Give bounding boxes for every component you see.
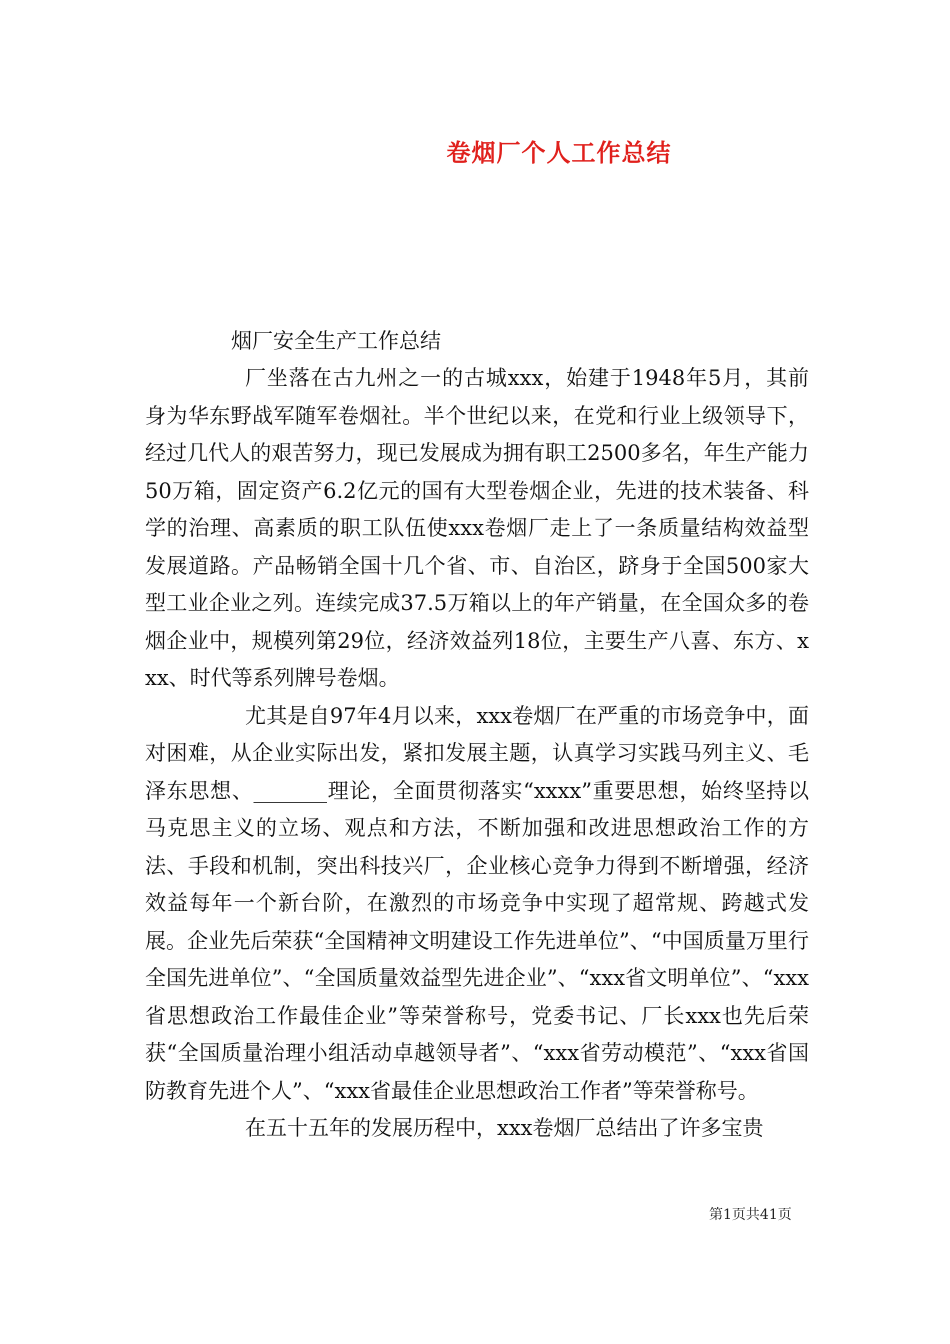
body-paragraph-1: 厂坐落在古九州之一的古城xxx，始建于1948年5月，其前身为华东野战军随军卷烟社。半个世纪以来，在党和行业上级领导下，经过几代人的艰苦努力，现已发展成为拥有职工2500多名，年生产能力50万箱，固定资产6.2亿元的国有大型卷烟企业，先进的技术装备、科学的治理、高素质的职工队伍使xxx卷烟厂走上了一条质量结构效益型发展道路。产品畅销全国十几个省、市、自治区，跻身于全国500家大型工业企业之列。连续完成37.5万箱以上的年产销量，在全国众多的卷烟企业中，规模列第29位，经济效益列18位，主要生产八喜、东方、xxx、时代等系列牌号卷烟。 bbox=[145, 366, 809, 690]
body-paragraph-3: 在五十五年的发展历程中，xxx卷烟厂总结出了许多宝贵 bbox=[245, 1116, 764, 1140]
page-number-footer: 第1页共41页 bbox=[709, 1207, 792, 1223]
document-body bbox=[145, 323, 809, 1148]
body-paragraph-2: 尤其是自97年4月以来，xxx卷烟厂在严重的市场竞争中，面对困难，从企业实际出发，紧扣发展主题，认真学习实践马列主义、毛泽东思想、_______理论，全面贯彻落实“xxxx”重要思想，始终坚持以马克思主义的立场、观点和方法，不断加强和改进思想政治工作的方法、手段和机制，突出科技兴厂，企业核心竞争力得到不断增强，经济效益每年一个新台阶，在激烈的市场竞争中实现了超常规、跨越式发展。企业先后荣获“全国精神文明建设工作先进单位”、“中国质量万里行全国先进单位”、“全国质量效益型先进企业”、“xxx省文明单位”、“xxx省思想政治工作最佳企业”等荣誉称号，党委书记、厂长xxx也先后荣获“全国质量治理小组活动卓越领导者”、“xxx省劳动模范”、“xxx省国防教育先进个人”、“xxx省最佳企业思想政治工作者”等荣誉称号。 bbox=[145, 703, 809, 1103]
document-title: 卷烟厂个人工作总结 bbox=[446, 139, 672, 167]
section-heading: 烟厂安全生产工作总结 bbox=[231, 329, 441, 353]
